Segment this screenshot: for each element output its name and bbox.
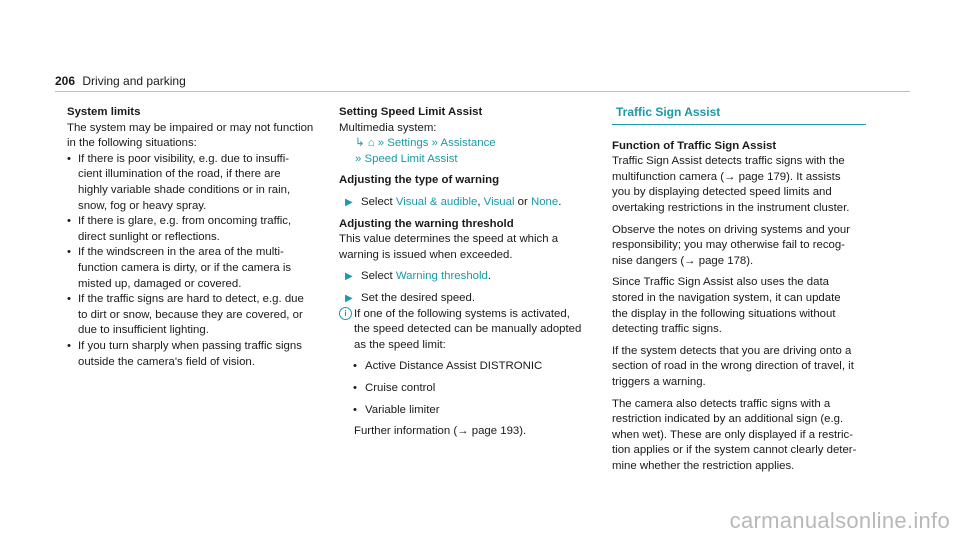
section-name: Driving and parking: [82, 74, 186, 88]
double-chevron-icon: »: [377, 137, 385, 150]
bullet-icon: •: [67, 215, 71, 228]
option-visual-audible[interactable]: Visual & audible: [395, 195, 478, 208]
action-step: [339, 291, 604, 307]
text-line: nise dangers (→ page 178).: [612, 254, 754, 267]
text-line: due to insufficient lighting.: [78, 324, 209, 337]
column-speed-limit-assist: [339, 105, 604, 440]
list-item: [67, 152, 337, 214]
text-line: If the system detects that you are driving onto a: [612, 344, 852, 357]
action-step: [339, 195, 604, 211]
text-line: If there is glare, e.g. from oncoming traffic,: [78, 215, 292, 228]
text-line: snow, fog or heavy spray.: [78, 199, 207, 212]
menu-assistance[interactable]: Assistance: [440, 137, 496, 150]
paragraph: [612, 154, 870, 216]
list-item: [67, 214, 337, 245]
text-line: direct sunlight or reflections.: [78, 230, 220, 243]
text-line: warning is issued when exceeded.: [339, 248, 513, 261]
text-line: stored in the navigation system, it can update: [612, 291, 841, 304]
option-none[interactable]: None: [530, 195, 559, 208]
system-limits-intro: [67, 121, 337, 152]
bullet-icon: •: [67, 152, 71, 165]
double-chevron-icon: »: [431, 137, 438, 150]
further-info-link[interactable]: Further information (→ page 193).: [354, 425, 527, 438]
text-line: the display in the following situations without: [612, 307, 836, 320]
play-arrow-icon: ▶: [345, 271, 353, 283]
option-visual[interactable]: Visual: [483, 195, 515, 208]
text-line: section of road in the wrong direction of travel, it: [612, 360, 854, 373]
home-icon[interactable]: ⌂: [367, 137, 375, 150]
text-line: as the speed limit:: [354, 338, 446, 351]
action-step: [339, 269, 604, 285]
text-line: responsibility; you may otherwise fail to recog-: [612, 239, 845, 252]
play-arrow-icon: ▶: [345, 196, 353, 208]
text-line: misted up, damaged or covered.: [78, 277, 242, 290]
text-line: tion applies or if the system cannot clearly deter-: [612, 444, 857, 457]
text-line: Active Distance Assist DISTRONIC: [365, 360, 543, 373]
text-line: The camera also detects traffic signs with a: [612, 397, 831, 410]
menu-path-2: [339, 152, 604, 168]
text-line: mine whether the restriction applies.: [612, 459, 795, 472]
paragraph: [612, 344, 870, 391]
warning-type-title: Adjusting the type of warning: [339, 174, 500, 187]
text-line: to dirt or snow, because they are covered, or: [78, 308, 303, 321]
text-line: function camera is dirty, or if the camera is: [78, 261, 292, 274]
option-warning-threshold[interactable]: Warning threshold: [395, 270, 488, 283]
text-line: If you turn sharply when passing traffic signs: [78, 339, 302, 352]
column-system-limits: [67, 105, 337, 370]
list-item: [67, 339, 337, 370]
bullet-icon: •: [67, 246, 71, 259]
menu-path: [339, 136, 604, 152]
list-item: [339, 403, 604, 419]
text-line: when wet). These are only displayed if a restric-: [612, 428, 853, 441]
bullet-icon: •: [353, 381, 357, 394]
text-line: restriction indicated by an additional sign (e.g.: [612, 413, 844, 426]
double-chevron-icon: »: [355, 152, 362, 165]
setting-title: Setting Speed Limit Assist: [339, 106, 483, 118]
column-traffic-sign-assist: [612, 105, 870, 474]
text-line: Variable limiter: [365, 403, 440, 416]
text-line: If the traffic signs are hard to detect, e.g. due: [78, 293, 304, 306]
text-line: cient illumination of the road, if there are: [78, 168, 281, 181]
text-line: highly variable shade conditions or in rain,: [78, 183, 291, 196]
list-item: [67, 245, 337, 292]
text-line: If one of the following systems is activated,: [354, 307, 570, 320]
text-line: the speed detected can be manually adopted: [354, 323, 582, 336]
paragraph: [612, 397, 870, 475]
menu-settings[interactable]: Settings: [387, 137, 429, 150]
text-line: detecting traffic signs.: [612, 323, 722, 336]
text-period: .: [487, 270, 492, 283]
watermark: carmanualsonline.info: [729, 508, 950, 533]
play-arrow-icon: ▶: [345, 292, 353, 304]
page-number: 206: [55, 74, 76, 88]
text-period: .: [558, 195, 562, 208]
bullet-icon: •: [67, 293, 71, 306]
text-line: in the following situations:: [67, 137, 197, 150]
multimedia-label: Multimedia system:: [339, 121, 437, 134]
text-line: multifunction camera (→ page 179). It assists: [612, 170, 841, 183]
page-header: [55, 74, 186, 90]
text-line: Cruise control: [365, 381, 436, 394]
info-note: [339, 307, 604, 440]
function-title: Function of Traffic Sign Assist: [612, 139, 777, 152]
threshold-title: Adjusting the warning threshold: [339, 217, 514, 230]
section-title: Traffic Sign Assist: [612, 105, 866, 125]
header-divider: [55, 91, 910, 92]
paragraph: [612, 275, 870, 337]
text-line: outside the camera's field of vision.: [78, 355, 255, 368]
text-line: Traffic Sign Assist detects traffic signs with the: [612, 155, 845, 168]
text-select: Select: [361, 270, 393, 283]
arrow-return-icon: ↳: [355, 137, 365, 150]
text-line: Observe the notes on driving systems and your: [612, 223, 851, 236]
bullet-icon: •: [67, 339, 71, 352]
list-item: [339, 359, 604, 375]
text-line: Since Traffic Sign Assist also uses the data: [612, 276, 829, 289]
text-line: overtaking restrictions in the instrument cluster.: [612, 201, 850, 214]
text-line: This value determines the speed at which a: [339, 233, 559, 246]
list-item: [67, 292, 337, 339]
paragraph: [612, 223, 870, 270]
text-line: you by displaying detected speed limits and: [612, 186, 832, 199]
text-select: Select: [361, 195, 393, 208]
system-limits-title: System limits: [67, 106, 141, 118]
text-or: or: [517, 195, 528, 208]
text-set-speed: Set the desired speed.: [361, 291, 475, 304]
text-comma: ,: [477, 195, 481, 208]
text-line: The system may be impaired or may not function: [67, 121, 314, 134]
menu-speed-limit-assist[interactable]: Speed Limit Assist: [364, 152, 458, 165]
text-line: If the windscreen in the area of the multi-: [78, 246, 284, 259]
text-line: triggers a warning.: [612, 375, 706, 388]
list-item: [339, 381, 604, 397]
text-line: If there is poor visibility, e.g. due to insuffi-: [78, 152, 290, 165]
bullet-icon: •: [353, 403, 357, 416]
info-icon: i: [339, 307, 352, 320]
bullet-icon: •: [353, 360, 357, 373]
